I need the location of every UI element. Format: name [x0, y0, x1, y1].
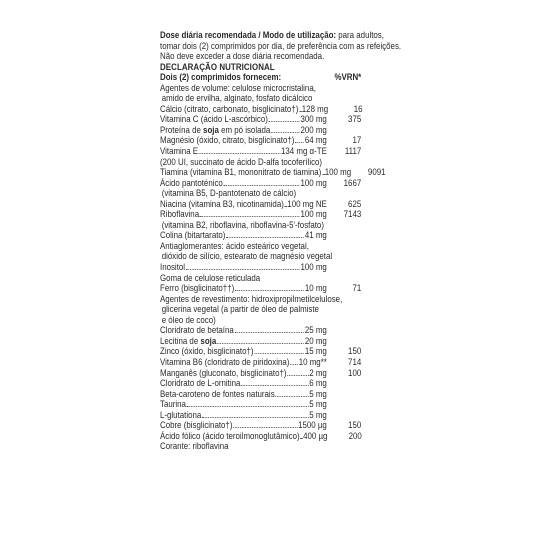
nutrient-name: Cloridrato de betaína	[160, 325, 234, 336]
nutrient-amount: 5 mg	[309, 388, 327, 399]
table-row: Lecitina de soja 20 mg	[160, 335, 327, 346]
nutrient-amount: 10 mg**	[298, 356, 327, 367]
table-row	[160, 230, 356, 241]
table-row	[160, 146, 362, 157]
table-row	[160, 430, 362, 442]
table-row	[160, 356, 362, 368]
table-row	[160, 410, 356, 421]
nutrient-amount: 134 mg α-TE	[280, 146, 327, 157]
table-row	[160, 262, 356, 273]
nutrient-amount: 25 mg	[304, 325, 327, 336]
nutrient-amount: 1500 µg	[298, 420, 327, 431]
nutrient-name: Cloridrato de L-ornitina	[160, 378, 241, 389]
nutrient-amount: 100 mg	[324, 167, 352, 178]
nutrient-name: Colina (bitartarato)	[160, 230, 226, 241]
nutrient-amount: 5 mg	[309, 399, 327, 410]
b5-detail: (vitamina B5, D-pantotenato de cálcio)	[161, 188, 297, 199]
nutrient-amount: 400 µg	[303, 430, 328, 441]
table-row	[160, 167, 386, 178]
nutrient-vrn: 200	[348, 430, 362, 441]
nutrient-vrn: 375	[348, 114, 362, 125]
vitamin-e-detail: (200 UI, succinato de ácido D-alfa tocoferílico)	[160, 156, 323, 167]
nutrient-amount: 100 mg	[300, 262, 327, 273]
table-row	[160, 325, 356, 336]
table-row	[160, 420, 362, 431]
nutrient-amount: 300 mg	[300, 114, 327, 125]
nutrient-name: Ácido fólico (ácido teroilmonoglutâmico)	[160, 430, 300, 441]
nutrient-amount: 128 mg	[301, 103, 329, 114]
nutrient-amount: 100 mg	[300, 209, 327, 220]
nutrient-name: Vitamina C (ácido L-ascórbico)	[160, 114, 268, 125]
table-row	[160, 114, 362, 125]
nutrient-vrn: 7143	[343, 209, 362, 220]
nutrient-name: L-glutationa	[160, 409, 202, 420]
table-row	[160, 209, 362, 220]
table-row	[160, 103, 363, 115]
nutrient-vrn: 1667	[343, 177, 362, 188]
table-row	[160, 135, 362, 146]
table-row	[160, 177, 362, 189]
usage-instructions: Dose diária recomendada / Modo de utilização: para adultos, tomar dois (2) comprimidos por dia, de preferência com as refeições. Não deve exceder a dose diária recomendada.	[160, 30, 402, 62]
nutrient-name: Ácido pantoténico	[160, 177, 223, 188]
nutrient-vrn: 16	[353, 103, 363, 114]
table-header: Dois (2) comprimidos fornecem: %VRN*	[160, 72, 362, 83]
table-row	[160, 283, 362, 294]
nutrient-amount: 10 mg	[304, 283, 327, 294]
b2-detail: (vitamina B2, riboflavina, riboflavina-5'-fosfato)	[161, 219, 324, 230]
nutrient-vrn: 9091	[367, 167, 386, 178]
nutrient-vrn: 17	[352, 135, 362, 146]
nutrient-name: Riboflavina	[160, 209, 200, 220]
nutrient-name: Cobre (bisglicinato†)	[160, 420, 233, 431]
nutrient-name: Ferro (bisglicinato††)	[160, 283, 235, 294]
nutrient-amount: 100 mg	[300, 177, 327, 188]
nutrient-vrn: 150	[348, 346, 362, 357]
table-row	[160, 346, 362, 357]
nutrient-name: Taurina	[160, 399, 186, 410]
nutrient-amount: 6 mg	[309, 378, 327, 389]
nutrient-name: Manganês (gluconato, bisglicinato†)	[160, 367, 287, 378]
nutrient-amount: 5 mg	[309, 409, 327, 420]
nutrient-vrn: 71	[352, 283, 362, 294]
nutrient-name: Cálcio (citrato, carbonato, bisglicinato†)	[160, 103, 299, 114]
corante-text: Corante: riboflavina	[160, 441, 229, 452]
nutrient-name: Vitamina B6 (cloridrato de piridoxina)	[160, 356, 290, 367]
table-row	[160, 367, 362, 379]
table-row	[160, 389, 356, 400]
nutrient-amount: 100 mg NE	[287, 198, 327, 209]
table-row	[160, 198, 362, 210]
table-row	[160, 399, 356, 410]
nutrient-amount: 64 mg	[304, 135, 327, 146]
nutrient-vrn: 1117	[344, 146, 362, 157]
nutrition-panel	[160, 30, 402, 452]
nutrient-amount: 41 mg	[304, 230, 327, 241]
revestimento-text: Agentes de revestimento: hidroxipropilmetilcelulose, glicerina vegetal (a partir de óleo de palmiste e óleo de coco)	[160, 293, 343, 325]
nutrient-vrn: 150	[348, 420, 362, 431]
nutrient-amount: 15 mg	[304, 346, 327, 357]
nutrient-vrn: 625	[348, 198, 362, 209]
table-row: Proteína de soja em pó isolada 200 mg	[160, 124, 327, 135]
nutrient-name: Inositol	[160, 262, 186, 273]
nutrient-name: Tiamina (vitamina B1, mononitrato de tiamina)	[160, 167, 322, 178]
usage-label: Dose diária recomendada / Modo de utilização:	[160, 30, 337, 40]
nutrient-vrn: 714	[348, 356, 362, 367]
goma-text: Goma de celulose reticulada	[160, 272, 261, 283]
section-title: DECLARAÇÃO NUTRICIONAL	[160, 61, 275, 72]
agentes-volume-text: Agentes de volume: celulose microcristalina, amido de ervilha, alginato, fosfato dicálcico	[160, 82, 316, 104]
nutrient-name: Beta-caroteno de fontes naturais	[160, 388, 275, 399]
nutrient-name: Zinco (óxido, bisglicinato†)	[160, 346, 254, 357]
nutrient-amount: 2 mg	[309, 367, 327, 378]
nutrient-name: Niacina (vitamina B3, nicotinamida)	[160, 198, 284, 209]
table-row	[160, 378, 356, 389]
nutrient-name: Magnésio (óxido, citrato, bisglicinato†)	[160, 135, 295, 146]
antiaglomerantes-text: Antiaglomerantes: ácido esteárico vegetal, dióxido de silício, estearato de magnésio vegetal	[160, 240, 333, 262]
nutrient-vrn: 100	[348, 367, 362, 378]
nutrient-name: Vitamina E	[160, 146, 199, 157]
